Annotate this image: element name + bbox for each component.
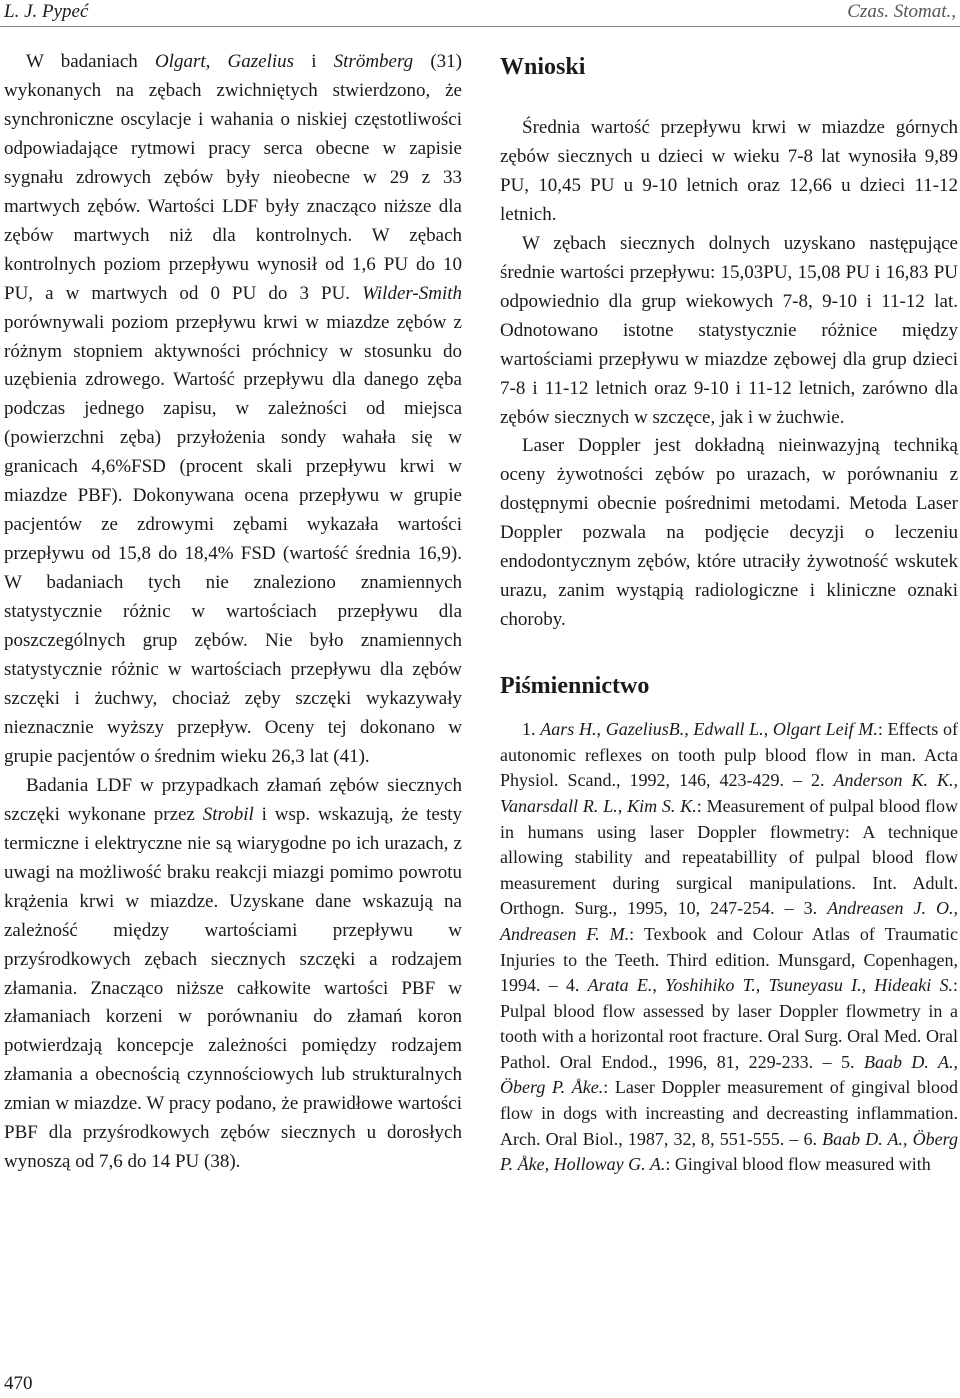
body-paragraph-1: W badaniach Olgart, Gazelius i Strömberg (31) wykonanych na zębach zwichniętych stwierdzono, że synchroniczne oscylacje i wahania o niskiej częstotliwości odpowiadające rytmowi pracy serca obecne w zapisie sygnału zdrowych zębów były nieobecne w 29 z 33 martwych zębów. Wartości LDF były znacząco niższe dla zębów martwych niż dla kontrolnych. W zębach kontrolnych poziom przepływu wynosił od 1,6 PU do 10 PU, a w martwych od 0 PU do 3 PU. Wilder-Smith porównywali poziom przepływu krwi w miazdze zębów z różnym stopniem aktywności próchnicy w stosunku do uzębienia zdrowego. Wartość przepływu dla danego zęba podczas jednego zapisu, w zależności od miejsca (powierzchni zęba) przyłożenia sondy wahała się w granicach 4,6%FSD (procent skali przepływu krwi w miazdze PBF). Dokonywana ocena przepływu w grupie pacjentów ze zdrowymi zębami wykazała wartości przepływu od 15,8 do 18,4% FSD (wartość średnia 16,9). W badaniach tych nie znaleziono znamiennych statystycznie różnic w wartościach przepływu dla poszczególnych grup zębów. Nie było znamiennych statystycznie różnic w wartościach przepływu dla zębów szczęki i żuchwy, chociaż zęby szczęki wykazywały nieznacznie wyższy przepływ. Oceny tej dokonano w grupie pacjentów o średnim wieku 26,3 lat (41).	[4, 51, 462, 767]
left-column	[4, 48, 462, 1177]
reference-authors: Anderson K. K., Vanarsdall R. L., Kim S. K.	[500, 770, 958, 816]
reference-authors: Arata E., Yoshihiko T., Tsuneyasu I., Hideaki S.	[587, 975, 953, 996]
reference-list	[500, 717, 958, 1178]
reference-authors: Baab D. A., Öberg P. Åke.	[500, 1051, 958, 1098]
reference-authors: Aars H., GazeliusB., Edwall L., Olgart Leif M.	[540, 719, 878, 740]
header-rule	[0, 26, 960, 27]
running-header-author: L. J. Pypeć	[4, 1, 89, 22]
author-citation: Olgart, Gazelius	[154, 51, 295, 72]
conclusion-paragraph-2: W zębach siecznych dolnych uzyskano następujące średnie wartości przepływu: 15,03PU, 15,08 PU i 16,83 PU odpowiednio dla grup wiekowych 7-8, 9-10 i 11-12 lat. Odnotowano istotne statystycznie różnice między wartościami przepływu w miazdze zębowej dla grup dzieci 7-8 i 11-12 letnich oraz 9-10 i 11-12 letnich, zarówno dla zębów siecznych w szczęce, jak i w żuchwie.	[500, 232, 958, 428]
conclusion-paragraph-3: Laser Doppler jest dokładną nieinwazyjną techniką oceny żywotności zębów po urazach, w porównaniu z dostępnymi obecnie pośrednimi metodami. Metoda Laser Doppler pozwala na podjęcie decyzji o leczeniu endodontycznym zębów, które utraciły żywotność wskutek urazu, zanim wystąpią radiologiczne i kliniczne oznaki choroby.	[500, 435, 958, 631]
references-paragraph: 1. Aars H., GazeliusB., Edwall L., Olgart Leif M.: Effects of autonomic reflexes on tooth pulp blood flow in man. Acta Physiol. Scand., 1992, 146, 423-429. – 2. Anderson K. K., Vanarsdall R. L., Kim S. K.: Measurement of pulpal blood flow in humans using laser Doppler flowmetry: A technique allowing stability and repeatabillity of pulpal blood flow measurement during surgical manipulations. Int. Adult. Orthogn. Surg., 1995, 10, 247-254. – 3. Andreasen J. O., Andreasen F. M.: Texbook and Colour Atlas of Traumatic Injuries to the Teeth. Third edition. Munsgard, Copenhagen, 1994. – 4. Arata E., Yoshihiko T., Tsuneyasu I., Hideaki S.: Pulpal blood flow assessed by laser Doppler flowmetry in a tooth with a horizontal root fracture. Oral Surg. Oral Med. Oral Pathol. Oral Endod., 1996, 81, 229-233. – 5. Baab D. A., Öberg P. Åke.: Laser Doppler measurement of gingival blood flow in dogs with increasting and decreasting inflammation. Arch. Oral Biol., 1987, 32, 8, 551-555. – 6. Baab D. A., Öberg P. Åke, Holloway G. A.: Gingival blood flow measured with	[500, 719, 959, 1175]
author-citation: Wilder-Smith	[362, 282, 462, 304]
section-heading-conclusions: Wnioski	[500, 54, 586, 80]
author-citation: Strömberg	[333, 51, 414, 72]
page-number: 470	[4, 1373, 33, 1394]
reference-authors: Baab D. A., Öberg P. Åke, Holloway G. A.	[500, 1128, 958, 1175]
right-column	[500, 48, 958, 1178]
conclusion-paragraph-1: Średnia wartość przepływu krwi w miazdze górnych zębów siecznych u dzieci w wieku 7-8 lat wynosiła 9,89 PU, 10,45 PU u 9-10 letnich oraz 12,66 u dzieci 11-12 letnich.	[500, 117, 958, 225]
body-paragraph-2: Badania LDF w przypadkach złamań zębów siecznych szczęki wykonane przez Strobil i wsp. wskazują, że testy termiczne i elektryczne nie są wiarygodne po ich urazach, z uwagi na możliwość braku reakcji miazgi pomimo powrotu krążenia krwi w miazdze. Uzyskane dane wskazują na zależność między wartościami przepływu w przyśrodkowych zębach siecznych szczęki a rodzajem złamania. Znacząco niższe całkowite wartości PBF w złamaniach korzeni w porównaniu do złamań koron potwierdzają koncepcje zależności pomiędzy rodzajem złamania a obecnością czynnościowych lub strukturalnych zmian w miazdze. W pracy podano, że prawidłowe wartości PBF dla przyśrodkowych zębów siecznych u dorosłych wynoszą od 7,6 do 14 PU (38).	[4, 774, 462, 1173]
reference-authors: Andreasen J. O., Andreasen F. M.	[500, 898, 958, 944]
author-citation: Strobil	[202, 803, 254, 825]
section-heading-references: Piśmiennictwo	[500, 673, 650, 700]
running-header-journal: Czas. Stomat.,	[847, 1, 956, 22]
